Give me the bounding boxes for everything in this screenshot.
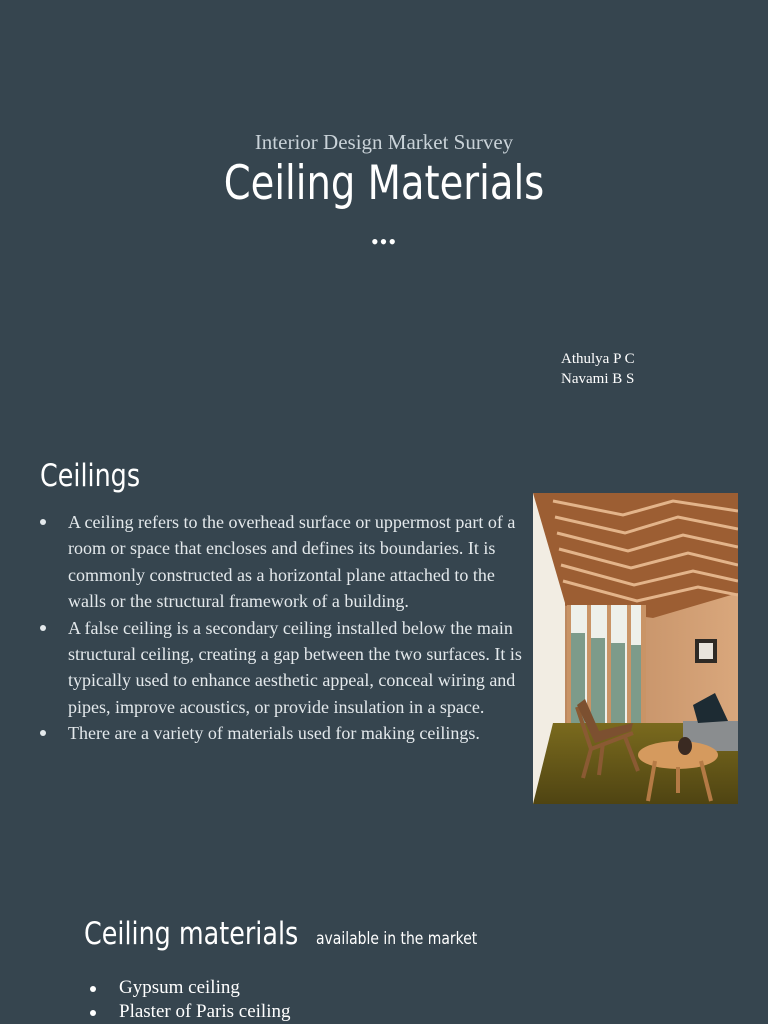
materials-heading-sub: available in the market: [316, 929, 478, 949]
title-dots-ornament: •••: [370, 229, 398, 254]
list-item: There are a variety of materials used for making ceilings.: [38, 720, 528, 746]
author-names: [561, 349, 635, 389]
section-heading: Ceilings: [40, 458, 141, 494]
ceilings-slide: [0, 440, 768, 840]
list-item: A ceiling refers to the overhead surface or uppermost part of a room or space that encloses and defines its boundaries. It is commonly constructed as a horizontal plane attached to the walls or the structural framework of a building.: [38, 509, 528, 615]
ceilings-bullet-list: [38, 509, 528, 747]
materials-list: [86, 976, 291, 1024]
materials-heading-main: Ceiling materials: [84, 916, 299, 952]
list-item: A false ceiling is a secondary ceiling installed below the main structural ceiling, creating a gap between the two surfaces. It is typically used to enhance aesthetic appeal, conceal wiring and pipes, improve acoustics, or provide insulation in a space.: [38, 615, 528, 721]
title-slide: [0, 0, 768, 430]
list-item: Plaster of Paris ceiling: [86, 1000, 291, 1024]
presentation-subtitle: Interior Design Market Survey: [254, 130, 514, 154]
interior-photo-illustration: [533, 493, 738, 804]
materials-slide: [0, 880, 768, 1024]
author-name: Athulya P C: [561, 351, 635, 367]
author-name: Navami B S: [561, 371, 635, 387]
materials-heading: [84, 916, 513, 952]
list-item: Gypsum ceiling: [86, 976, 291, 1000]
wood-ceiling-interior-photo: [533, 493, 738, 804]
presentation-title: Ceiling Materials: [223, 156, 545, 211]
